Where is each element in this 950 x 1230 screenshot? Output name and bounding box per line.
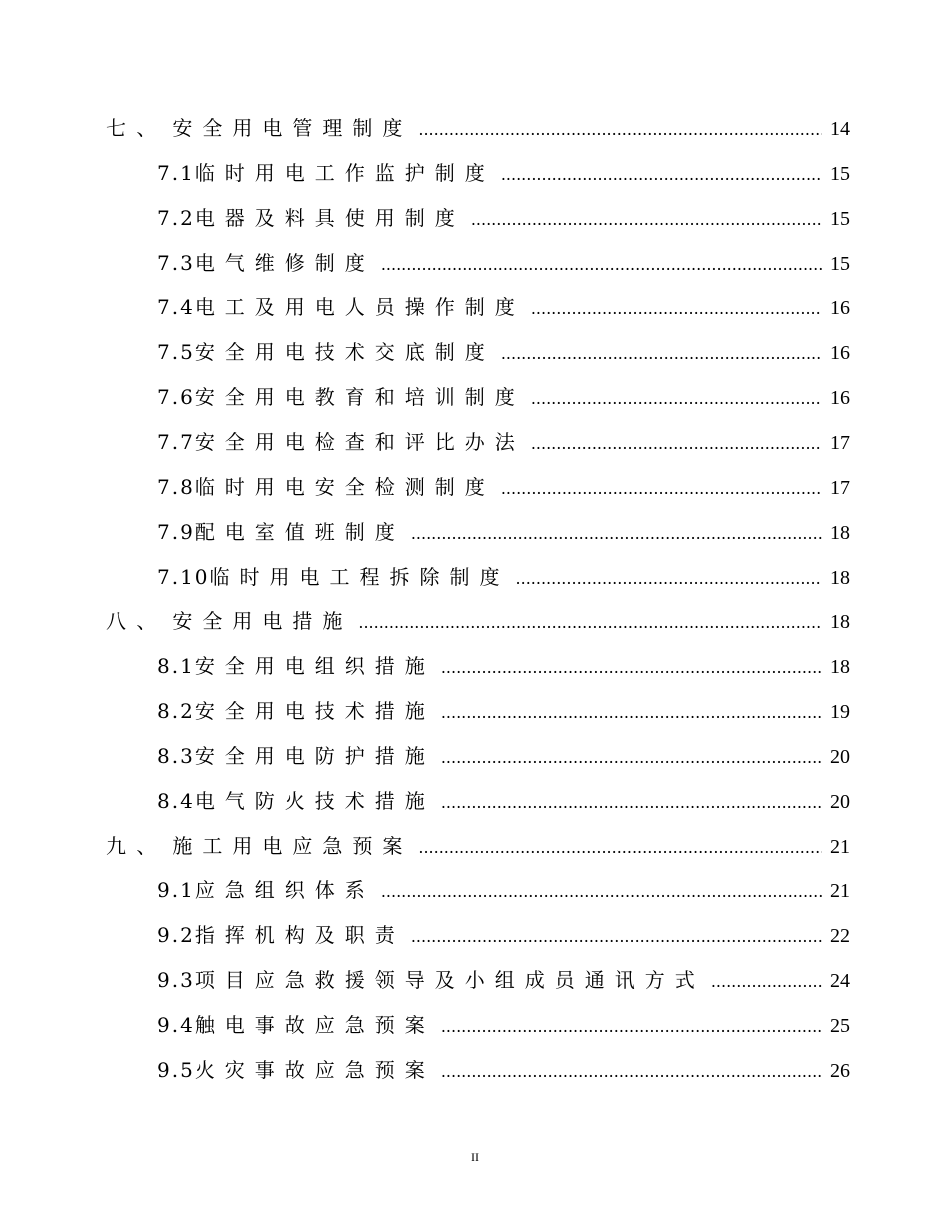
toc-dot-leader [441,1057,822,1087]
toc-entry[interactable] [157,741,850,771]
toc-entry-title: 应急组织体系 [194,878,375,903]
toc-page-number: 16 [830,342,850,365]
toc-dot-leader [358,608,822,638]
toc-page-number: 21 [830,880,850,903]
toc-page-number: 15 [830,252,850,275]
toc-entry-number: 7.4 [157,295,195,320]
toc-page-number: 15 [830,162,850,185]
toc-entry-number: 八 、 [106,609,159,634]
toc-entry-title: 安全用电组织措施 [194,654,435,679]
toc-entry-number: 7.9 [157,519,195,544]
toc-entry-title: 电工及用电人员操作制度 [194,295,525,320]
toc-entry-title: 临时用电工作监护制度 [194,160,495,185]
toc-entry-number: 8.4 [157,788,195,813]
toc-entry[interactable] [157,203,850,233]
toc-page-number: 16 [830,297,850,320]
toc-dot-leader [531,294,822,324]
toc-entry-label [106,831,412,861]
toc-entry-label [157,248,375,278]
toc-page-number: 14 [830,118,850,140]
toc-entry-title: 电器及料具使用制度 [194,205,465,230]
toc-dot-leader [441,653,822,683]
toc-entry-title: 安全用电防护措施 [194,743,435,768]
toc-dot-leader [418,833,822,863]
toc-entry-number: 7.8 [157,474,195,499]
toc-dot-leader [501,160,822,190]
toc-dot-leader [501,339,822,369]
toc-entry-label [157,292,525,322]
toc-dot-leader [411,922,822,952]
toc-entry[interactable] [157,875,850,905]
toc-page-number: 18 [830,656,850,679]
toc-page-number: 18 [830,521,850,544]
toc-entry-number: 8.1 [157,654,195,679]
toc-entry-label [157,965,705,995]
toc-entry-title: 施工用电应急预案 [172,833,413,858]
toc-entry-number: 8.2 [157,699,195,724]
toc-entry-title: 项目应急救援领导及小组成员通讯方式 [194,968,705,993]
toc-page-number: 17 [830,431,850,454]
toc-dot-leader [441,743,822,773]
toc-page-number: 16 [830,387,850,410]
toc-page-number: 18 [830,566,850,589]
toc-dot-leader [441,698,822,728]
toc-entry-label [157,472,495,502]
toc-entry-number: 9.3 [157,968,195,993]
toc-page-number: 26 [830,1059,850,1082]
toc-dot-leader [531,384,822,414]
toc-page-number: 15 [830,207,850,230]
toc-entry-number: 九 、 [106,833,159,858]
toc-entry-label [157,1010,435,1040]
toc-dot-leader [441,788,822,818]
toc-entry-label [157,203,465,233]
toc-entry-label [157,337,495,367]
toc-dot-leader [531,429,822,459]
toc-entry-number: 7.6 [157,385,195,410]
toc-entry-title: 火灾事故应急预案 [194,1057,435,1082]
toc-entry-label [157,562,510,592]
toc-entry-label [157,920,405,950]
toc-entry[interactable] [157,248,850,278]
toc-dot-leader [711,967,822,997]
toc-entry-number: 7.3 [157,250,195,275]
toc-entry[interactable] [157,517,850,547]
toc-entry-label [157,1055,435,1085]
toc-entry-number: 9.5 [157,1057,195,1082]
toc-page-number: 25 [830,1015,850,1037]
toc-page-number: 24 [830,970,850,993]
toc-entry[interactable] [157,158,850,188]
toc-entry-number: 七 、 [106,116,159,140]
toc-dot-leader [411,519,822,549]
toc-entry-title: 安全用电技术交底制度 [194,340,495,365]
toc-dot-leader [381,877,822,907]
toc-entry[interactable] [157,292,850,322]
toc-dot-leader [516,564,822,594]
toc-entry-title: 安全用电检查和评比办法 [194,429,525,454]
toc-entry-number: 9.1 [157,878,195,903]
toc-page-number: 18 [830,611,850,634]
toc-dot-leader [501,474,822,504]
toc-page-number: 22 [830,925,850,948]
toc-entry-number: 9.4 [157,1013,195,1037]
toc-entry-number: 8.3 [157,743,195,768]
toc-entry[interactable] [157,562,850,592]
toc-entry-label [157,651,435,681]
toc-page-number: 21 [830,835,850,858]
toc-entry-label [157,741,435,771]
toc-entry-label [157,696,435,726]
toc-dot-leader [441,1012,822,1042]
toc-dot-leader [418,115,822,145]
toc-dot-leader [471,205,822,235]
toc-entry[interactable] [157,427,850,457]
toc-entry-number: 7.5 [157,340,195,365]
toc-entry-label [157,786,435,816]
page-footer-number: II [471,1150,479,1164]
toc-entry-label [157,158,495,188]
toc-entry-label [157,427,525,457]
toc-entry-number: 7.10 [157,564,210,589]
toc-entry-label [157,517,405,547]
toc-entry[interactable] [157,965,850,995]
toc-entry-label [157,875,375,905]
toc-entry[interactable] [157,1055,850,1085]
toc-dot-leader [381,250,822,280]
toc-entry-number: 7.2 [157,205,195,230]
toc-entry[interactable] [106,831,850,861]
toc-entry-title: 电气防火技术措施 [194,788,435,813]
toc-entry-title: 电气维修制度 [194,250,375,275]
toc-entry[interactable] [157,472,850,502]
toc-entry-label [157,382,525,412]
toc-entry-label [106,606,352,636]
toc-entry[interactable] [157,920,850,950]
toc-entry-title: 安全用电教育和培训制度 [194,385,525,410]
toc-entry[interactable] [106,113,850,143]
toc-entry-number: 7.7 [157,429,195,454]
toc-entry-number: 7.1 [157,160,195,185]
toc-entry[interactable] [157,696,850,726]
toc-entry[interactable] [157,1010,850,1040]
toc-entry-title: 配电室值班制度 [194,519,405,544]
toc-entry[interactable] [157,382,850,412]
toc-entry-title: 指挥机构及职责 [194,923,405,948]
toc-entry[interactable] [157,651,850,681]
toc-entry-title: 安全用电措施 [172,609,353,634]
toc-page-number: 17 [830,476,850,499]
toc-page-number: 19 [830,701,850,724]
toc-entry-label [106,113,412,143]
toc-entry-title: 临时用电安全检测制度 [194,474,495,499]
toc-page-number: 20 [830,790,850,813]
toc-page-number: 20 [830,745,850,768]
toc-entry-title: 安全用电技术措施 [194,699,435,724]
toc-entry-title: 触电事故应急预案 [194,1013,435,1037]
toc-entry[interactable] [157,337,850,367]
toc-entry-title: 临时用电工程拆除制度 [209,564,510,589]
toc-entry[interactable] [106,606,850,636]
toc-entry-title: 安全用电管理制度 [172,116,413,140]
toc-entry[interactable] [157,786,850,816]
toc-entry-number: 9.2 [157,923,195,948]
